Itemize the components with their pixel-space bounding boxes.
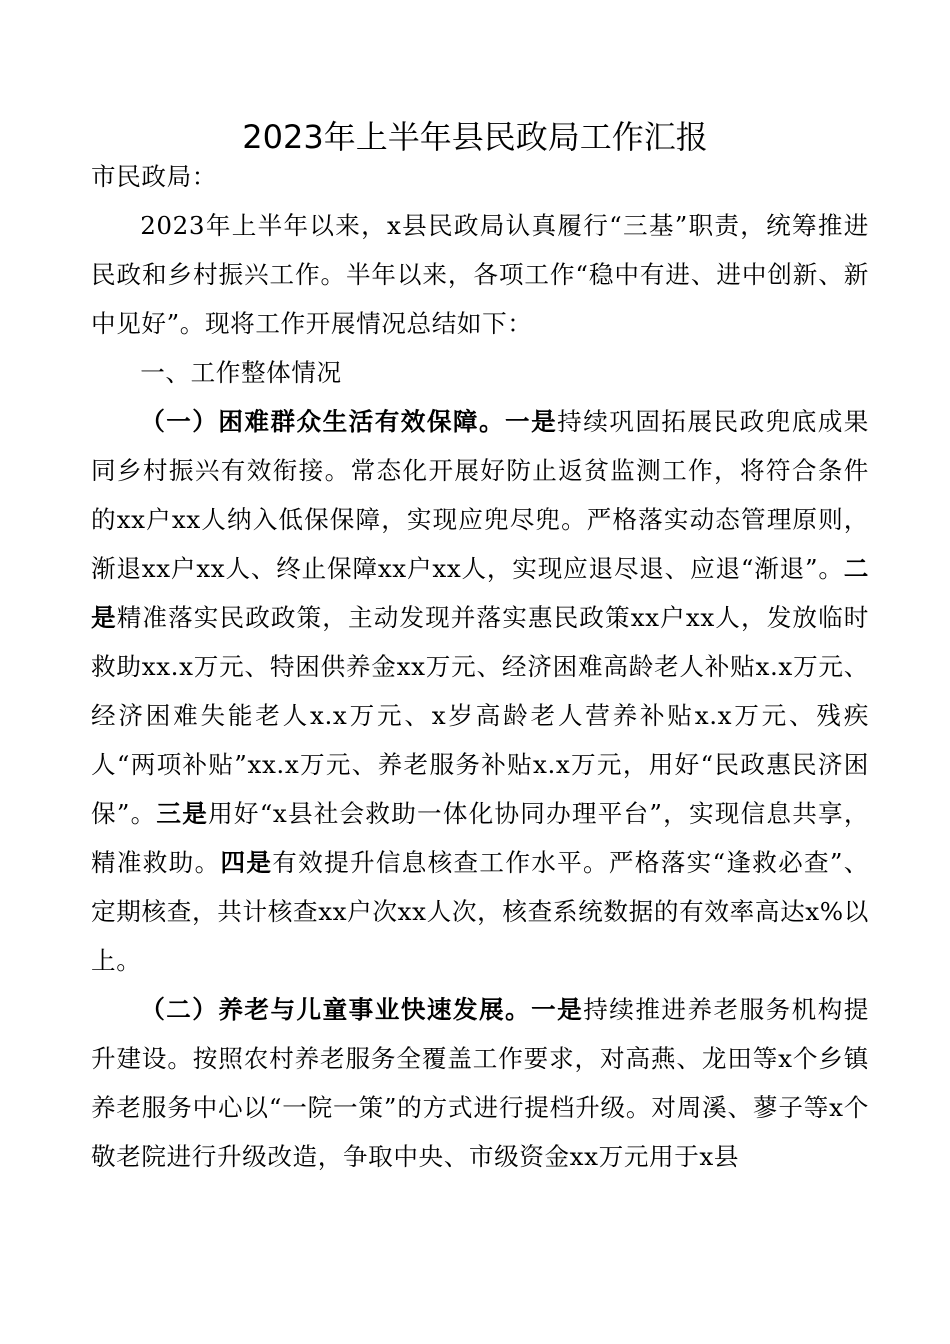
document-body xyxy=(91,152,869,1181)
document-title: 2023年上半年县民政局工作汇报 xyxy=(242,118,708,156)
point-label: 四是 xyxy=(220,848,273,877)
point-text: 持续巩固拓展民政兜底成果同乡村振兴有效衔接。常态化开展好防止返贫监测工作，将符合条件的xx户xx人纳入低保保障，实现应兜尽兜。严格落实动态管理原则，渐退xx户xx人、终止保障xx户xx人，实现应退尽退、应退“渐退”。 xyxy=(91,407,870,583)
subsection-2-heading: （二）养老与儿童事业快速发展。 xyxy=(140,995,532,1024)
point-label: 一是 xyxy=(531,995,584,1024)
salutation: 市民政局： xyxy=(91,162,217,191)
section-heading-1: 一、工作整体情况 xyxy=(140,358,342,387)
point-label: 二是 xyxy=(91,554,869,632)
intro-paragraph: 2023年上半年以来，x县民政局认真履行“三基”职责，统筹推进民政和乡村振兴工作。半年以来，各项工作“稳中有进、进中创新、新中见好”。现将工作开展情况总结如下： xyxy=(91,211,869,338)
point-label: 三是 xyxy=(156,799,209,828)
point-text: 用好“x县社会救助一体化协同办理平台”，实现信息共享，精准救助。 xyxy=(91,799,870,877)
point-text: 有效提升信息核查工作水平。严格落实“逢救必查”、定期核查，共计核查xx户次xx人次，核查系统数据的有效率高达x%以上。 xyxy=(91,848,869,975)
point-text: 持续推进养老服务机构提升建设。按照农村养老服务全覆盖工作要求，对高燕、龙田等x个乡镇养老服务中心以“一院一策”的方式进行提档升级。对周溪、蓼子等x个敬老院进行升级改造，争取中央、市级资金xx万元用于x县 xyxy=(91,995,869,1171)
subsection-1-paragraph xyxy=(91,397,869,985)
subsection-2-paragraph xyxy=(91,985,869,1181)
point-text: 精准落实民政政策，主动发现并落实惠民政策xx户xx人，发放临时救助xx.x万元、特困供养金xx万元、经济困难高龄老人补贴x.x万元、经济困难失能老人x.x万元、x岁高龄老人营养补贴x.x万元、残疾人“两项补贴”xx.x万元、养老服务补贴x.x万元，用好“民政惠民济困保”。 xyxy=(91,603,869,828)
point-label: 一是 xyxy=(505,407,558,436)
subsection-1-heading: （一）困难群众生活有效保障。 xyxy=(140,407,506,436)
